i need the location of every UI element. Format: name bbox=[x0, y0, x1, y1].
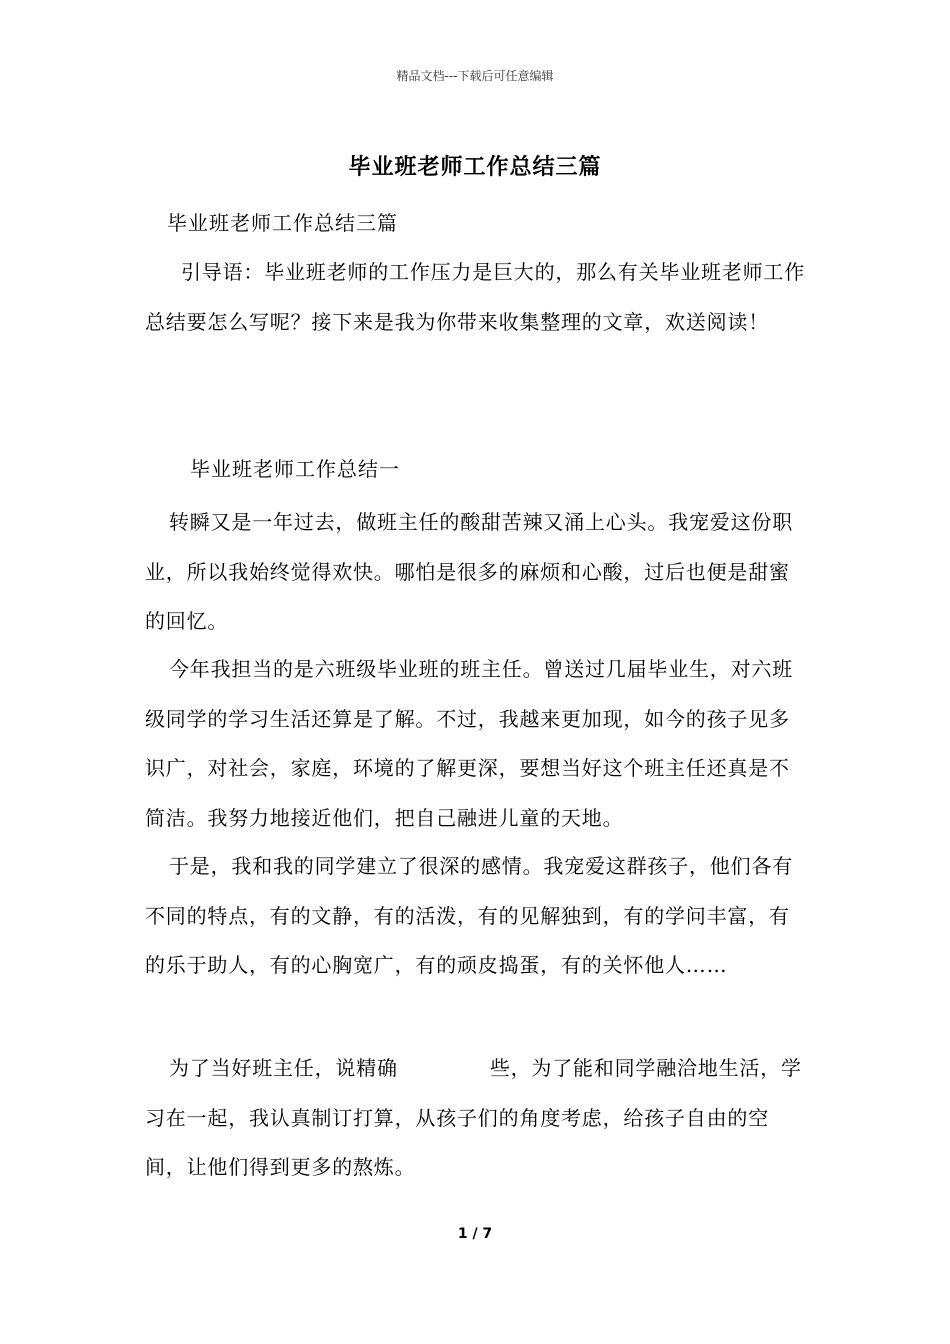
body-paragraph-2: 今年我担当的是六班级毕业班的班主任。曾送过几届毕业生，对六班级同学的学习生活还算是了解。不过，我越来更加现，如今的孩子见多识广，对社会，家庭，环境的了解更深，要想当好这个班主任还真是不简洁。我努力地接近他们，把自己融进儿童的天地。 bbox=[145, 657, 793, 830]
body-paragraph-3: 于是，我和我的同学建立了很深的感情。我宠爱这群孩子，他们各有不同的特点，有的文静，有的活泼，有的见解独到，有的学问丰富，有的乐于助人，有的心胸宽广，有的顽皮捣蛋，有的关怀他人…… bbox=[145, 854, 793, 977]
body-paragraph-4-part-1: 为了当好班主任，说精确 bbox=[169, 1056, 398, 1080]
document-title: 毕业班老师工作总结三篇 bbox=[348, 154, 602, 180]
body-paragraph-4-part-2: 些，为了能和同学融洽地生活，学习在一起，我认真制订打算，从孩子们的角度考虑，给孩子自由的空间，让他们得到更多的熬炼。 bbox=[145, 1056, 802, 1179]
page-indicator: 1 / 7 bbox=[457, 1226, 493, 1242]
page-header: 精品文档---下载后可任意编辑 bbox=[396, 69, 554, 83]
section-title: 毕业班老师工作总结一 bbox=[190, 457, 400, 481]
body-paragraph-1: 转瞬又是一年过去，做班主任的酸甜苦辣又涌上心头。我宠爱这份职业，所以我始终觉得欢快。哪怕是很多的麻烦和心酸，过后也便是甜蜜的回忆。 bbox=[145, 510, 793, 633]
document-subtitle: 毕业班老师工作总结三篇 bbox=[167, 211, 398, 235]
body-paragraph-4 bbox=[145, 1044, 805, 1193]
intro-paragraph: 引导语：毕业班老师的工作压力是巨大的，那么有关毕业班老师工作总结要怎么写呢？接下来是我为你带来收集整理的文章，欢送阅读！ bbox=[145, 260, 805, 334]
